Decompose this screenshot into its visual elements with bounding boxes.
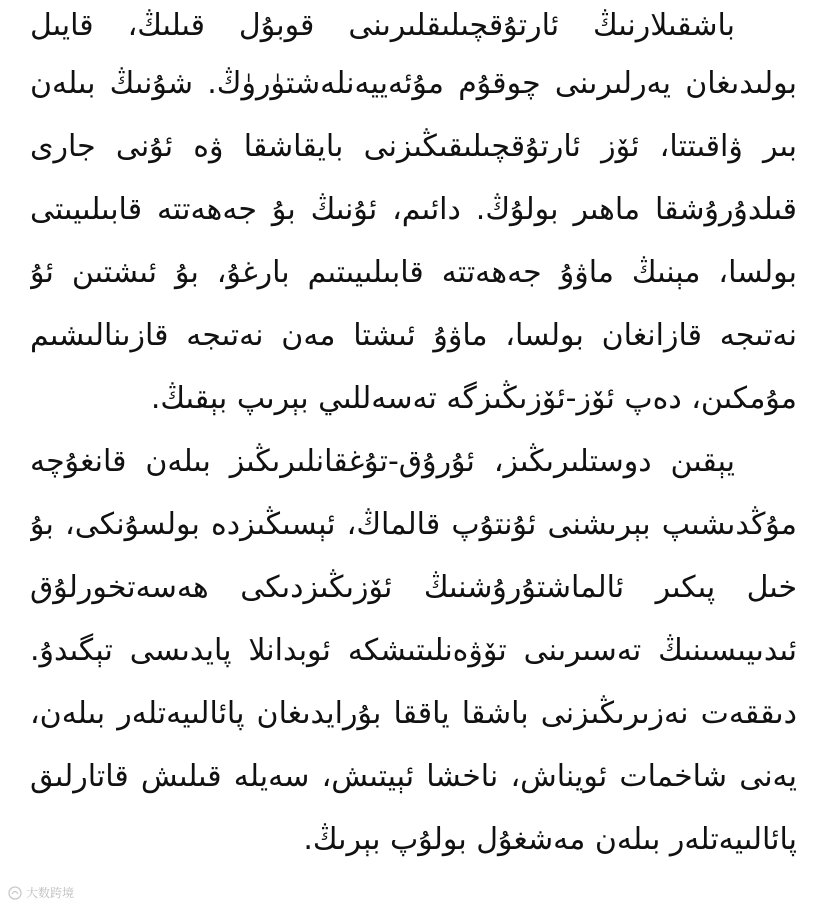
text-line: يەنى شاخمات ئويناش، ناخشا ئېيتىش، سەيلە قىلىش قاتارلىق [30, 759, 797, 794]
text-line: ئىدىيىسىنىڭ تەسىرىنى تۆۋەنلىتىشكە ئوبدانلا پايدىسى تېگىدۇ. [30, 633, 797, 668]
uyghur-text-body [30, 0, 797, 871]
text-line: بولىدىغان يەرلىرىنى چوقۇم مۇئەييەنلەشتۈرۈڭ. شۇنىڭ بىلەن [30, 66, 797, 101]
text-line: قىلدۇرۇشقا ماھىر بولۇڭ. دائىم، ئۇنىڭ بۇ جەھەتتە قابىلىيىتى [30, 192, 797, 227]
watermark-text: 大数跨境 [26, 886, 75, 900]
text-line: دىققەت نەزىرىڭىزنى باشقا ياققا بۇرايدىغان پائالىيەتلەر بىلەن، [30, 696, 797, 731]
text-line: خىل پىكىر ئالماشتۇرۇشنىڭ ئۆزىڭىزدىكى ھەسەتخورلۇق [30, 570, 797, 605]
text-line: مۇمكىن، دەپ ئۆز-ئۆزىڭىزگە تەسەللىي بېرىپ بېقىڭ. [150, 381, 797, 416]
text-line: مۇڭدىشىپ بېرىشنى ئۇنتۇپ قالماڭ، ئېسىڭىزدە بولسۇنكى، بۇ [30, 507, 797, 542]
watermark [8, 884, 74, 901]
text-line: بولسا، مېنىڭ ماۋۇ جەھەتتە قابىلىيىتىم بارغۇ، بۇ ئىشتىن ئۇ [30, 255, 797, 290]
text-line: يېقىن دوستلىرىڭىز، ئۇرۇق-تۇغقانلىرىڭىز بىلەن قانغۇچە [30, 444, 735, 479]
text-line: بىر ۋاقىتتا، ئۆز ئارتۇقچىلىقىڭىزنى بايقاشقا ۋە ئۇنى جارى [30, 129, 797, 164]
watermark-logo-icon [8, 886, 22, 900]
text-line: پائالىيەتلەر بىلەن مەشغۇل بولۇپ بېرىڭ. [303, 822, 797, 857]
text-line: نەتىجە قازانغان بولسا، ماۋۇ ئىشتا مەن نەتىجە قازىنالىشىم [30, 318, 797, 353]
text-line: باشقىلارنىڭ ئارتۇقچىلىقلىرىنى قوبۇل قىلىڭ، قايىل [30, 8, 735, 43]
